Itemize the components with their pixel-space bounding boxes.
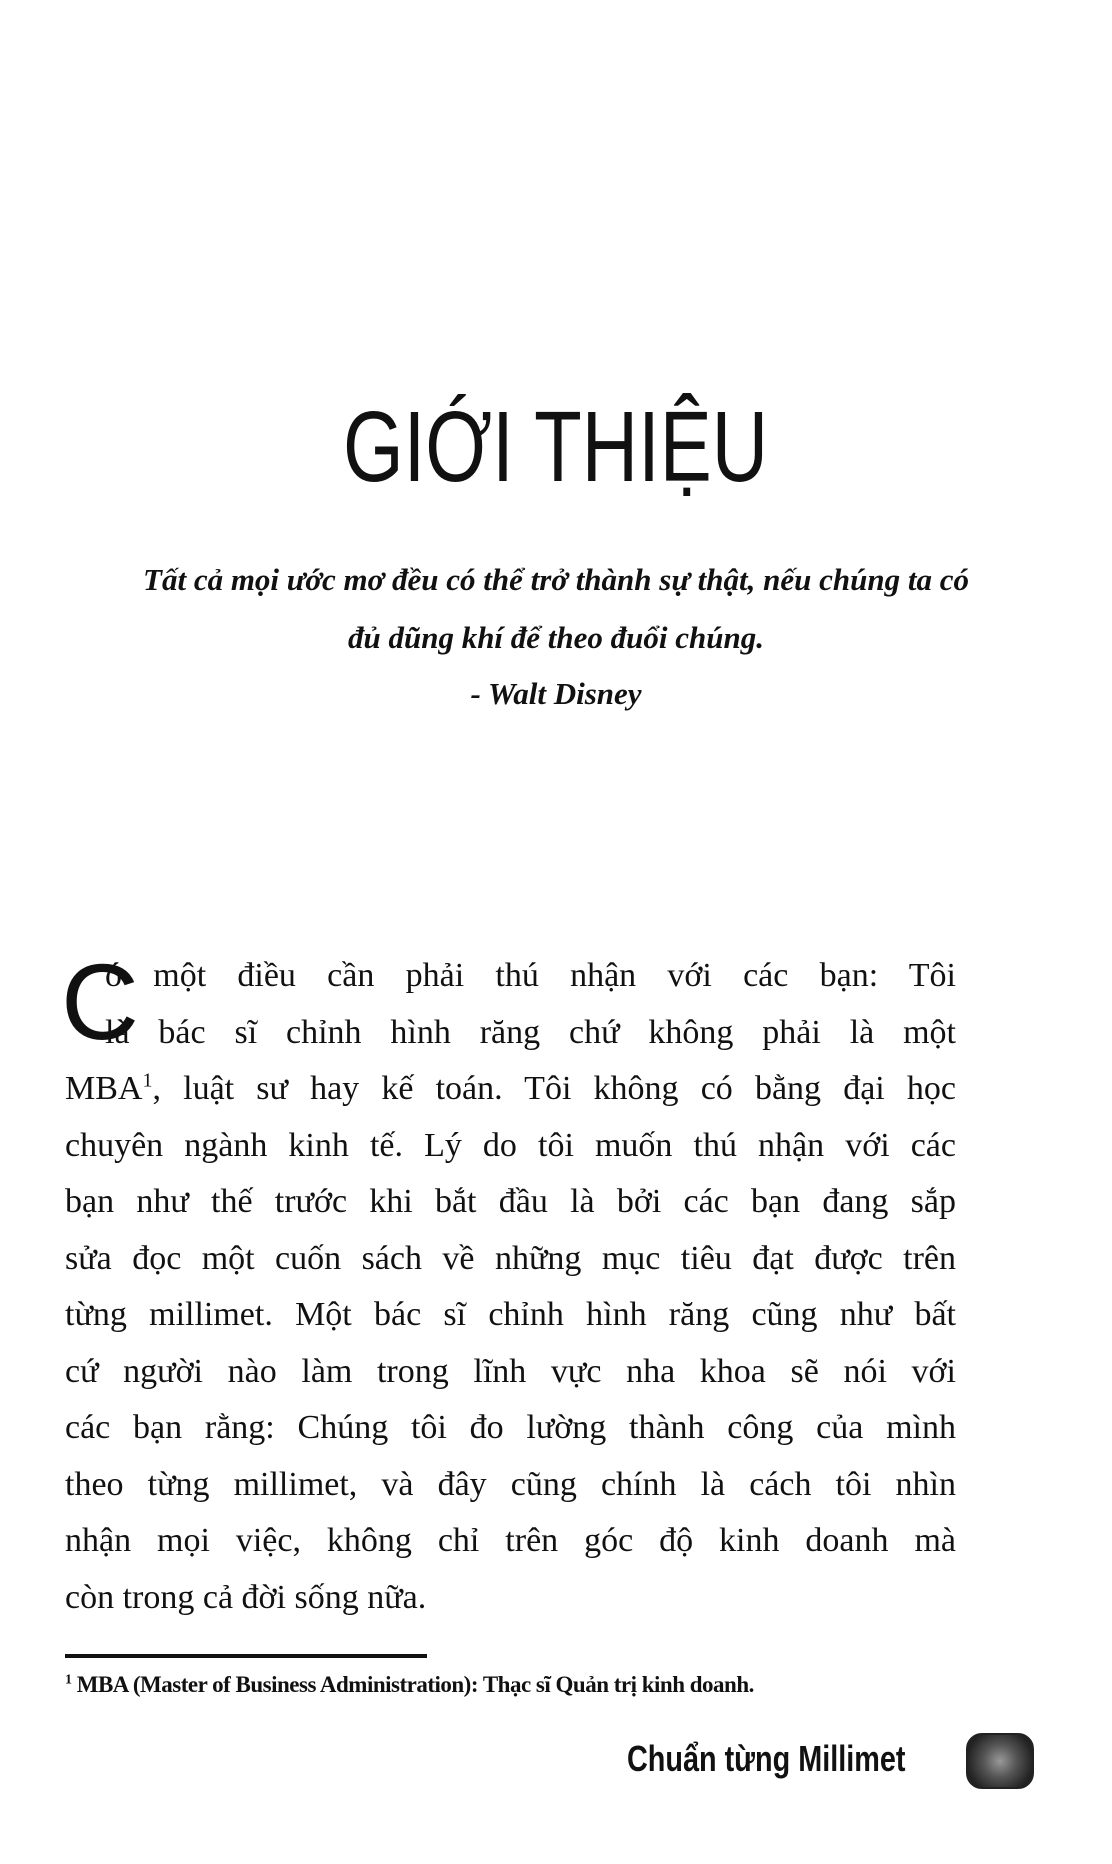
body-line: nhận mọi việc, không chỉ trên góc độ kinh doanh mà (65, 1522, 956, 1559)
body-line: từng millimet. Một bác sĩ chỉnh hình răng cũng như bất (65, 1296, 956, 1333)
page-title (0, 392, 1112, 502)
body-line (65, 1061, 956, 1118)
body-line: chuyên ngành kinh tế. Lý do tôi muốn thú nhận với các (65, 1126, 956, 1164)
book-title: Chuẩn từng Millimet (627, 1738, 906, 1779)
footnote-reference[interactable]: 1 (142, 1069, 153, 1092)
body-line: sửa đọc một cuốn sách về những mục tiêu đạt được trên (65, 1239, 956, 1277)
body-line: ó một điều cần phải thú nhận với các bạn: Tôi (105, 957, 956, 994)
page-number-badge-icon (966, 1733, 1034, 1789)
running-footer (627, 1738, 975, 1780)
body-line: còn trong cả đời sống nữa. (65, 1578, 427, 1616)
body-line: các bạn rằng: Chúng tôi đo lường thành công của mình (65, 1409, 956, 1446)
body-line: theo từng millimet, và đây cũng chính là cách tôi nhìn (65, 1465, 956, 1503)
body-paragraph (61, 941, 956, 1626)
drop-cap: C (61, 941, 139, 1062)
body-text: , luật sư hay kế toán. Tôi không có bằng đại học (152, 1070, 956, 1107)
footnote-text: MBA (Master of Business Administration): Thạc sĩ Quản trị kinh doanh. (71, 1672, 754, 1697)
footnote-marker: 1 (65, 1672, 72, 1688)
body-line: bạn như thế trước khi bắt đầu là bởi các bạn đang sắp (65, 1183, 956, 1220)
epigraph-line-1: Tất cả mọi ước mơ đều có thể trở thành sự thật, nếu chúng ta có (143, 562, 969, 597)
body-line: cứ người nào làm trong lĩnh vực nha khoa sẽ nói với (65, 1352, 956, 1390)
footnote (65, 1672, 754, 1698)
page-title-text: GIỚI THIỆU (343, 391, 769, 503)
footnote-divider (65, 1654, 427, 1658)
body-text: MBA (65, 1070, 143, 1107)
epigraph-line-2: đủ dũng khí để theo đuổi chúng. (347, 620, 765, 655)
epigraph-author: - Walt Disney (470, 676, 642, 711)
body-line: là bác sĩ chỉnh hình răng chứ không phải là một (105, 1013, 956, 1051)
